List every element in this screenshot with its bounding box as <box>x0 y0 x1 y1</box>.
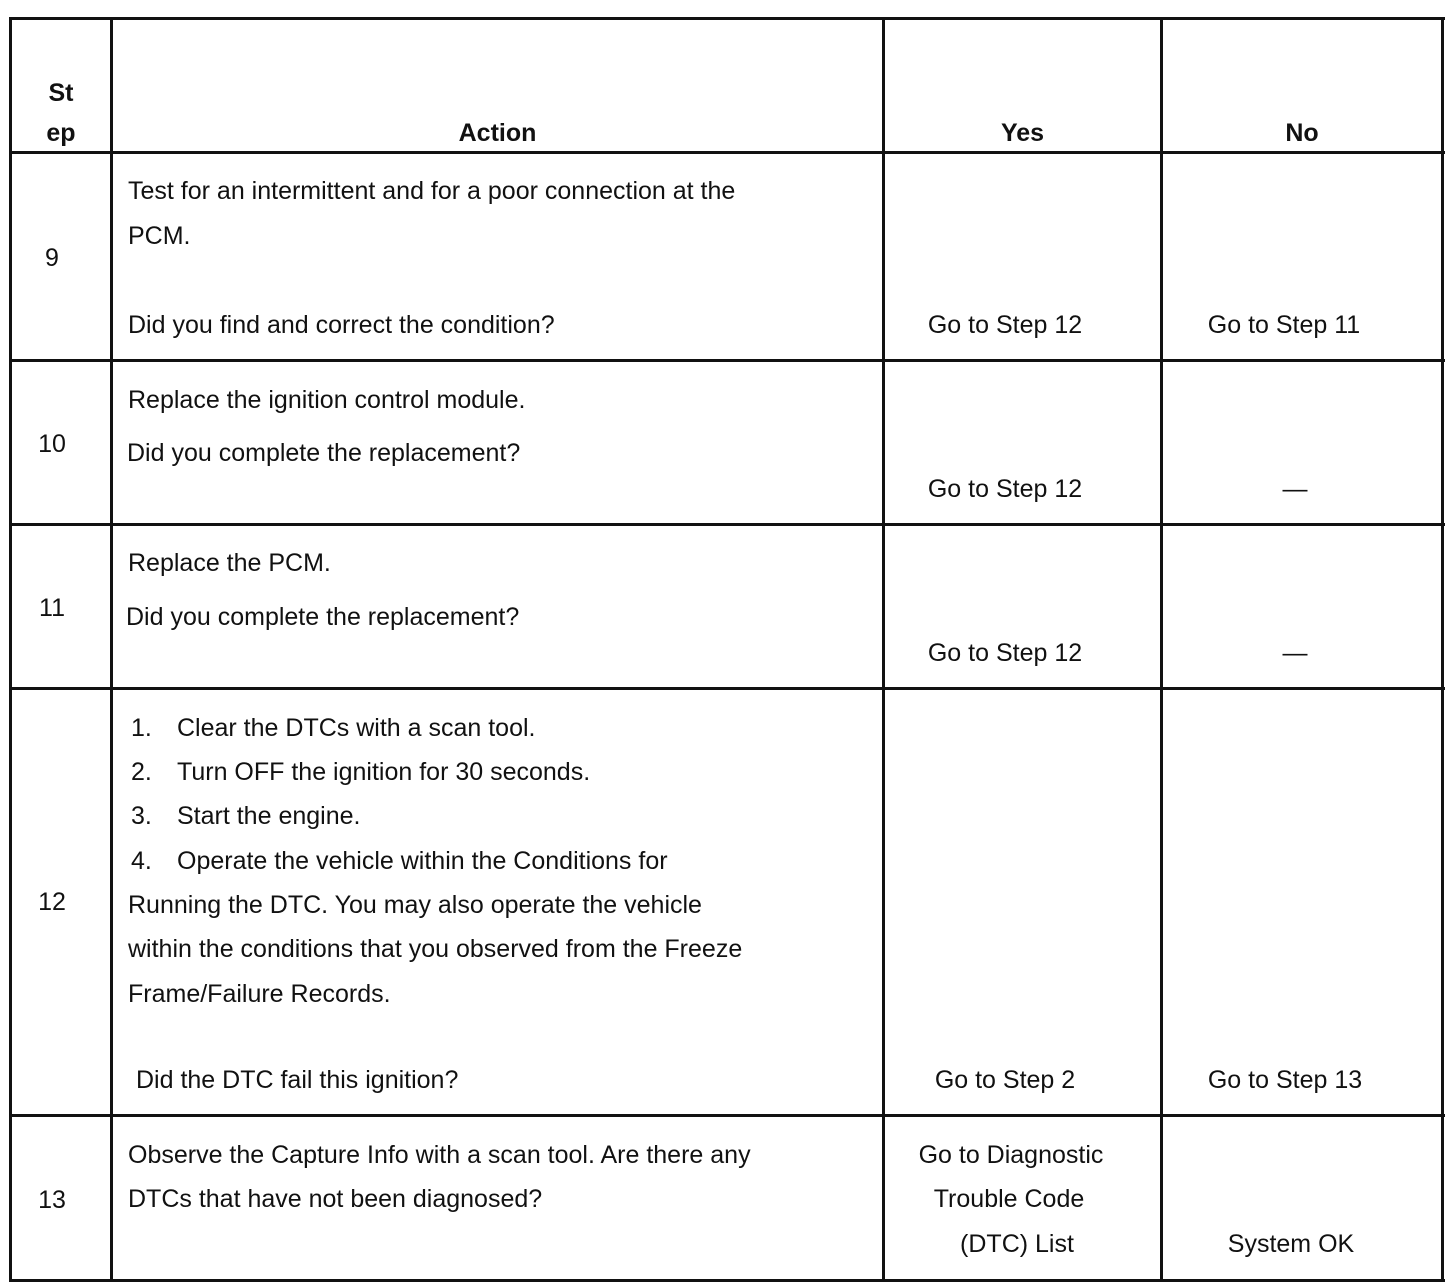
action-text: Test for an intermittent and for a poor connection at the <box>128 177 736 205</box>
step-number: 13 <box>38 1186 66 1214</box>
no-result: Go to Step 13 <box>1207 1066 1363 1094</box>
column-divider <box>9 17 12 1282</box>
yes-result: Go to Diagnostic <box>918 1141 1104 1169</box>
list-item-number: 4. <box>131 847 152 875</box>
row-divider <box>9 1114 1445 1117</box>
list-item-text: Start the engine. <box>177 802 361 830</box>
list-item-text: Clear the DTCs with a scan tool. <box>177 714 536 742</box>
no-result: — <box>1282 639 1308 667</box>
header-no: No <box>1285 119 1319 147</box>
no-result: — <box>1282 475 1308 503</box>
action-question: Did you complete the replacement? <box>126 603 520 631</box>
step-number: 9 <box>45 244 59 272</box>
yes-result: Trouble Code <box>933 1185 1085 1213</box>
yes-result: Go to Step 12 <box>927 311 1083 339</box>
action-text: Replace the PCM. <box>128 549 331 577</box>
action-question: Did you find and correct the condition? <box>128 311 555 339</box>
row-divider <box>9 17 1445 20</box>
header-step: St <box>48 79 74 107</box>
header-step: ep <box>46 119 76 147</box>
row-divider <box>9 523 1445 526</box>
yes-result: Go to Step 12 <box>927 639 1083 667</box>
row-divider <box>9 1279 1445 1282</box>
column-divider <box>110 17 113 1282</box>
list-item-number: 2. <box>131 758 152 786</box>
no-result: Go to Step 11 <box>1207 311 1361 339</box>
action-question: Did you complete the replacement? <box>127 439 521 467</box>
header-yes: Yes <box>1000 119 1045 147</box>
step-number: 11 <box>39 594 65 622</box>
row-divider <box>9 687 1445 690</box>
action-text: PCM. <box>128 222 191 250</box>
action-text: Frame/Failure Records. <box>128 980 391 1008</box>
yes-result: Go to Step 2 <box>934 1066 1076 1094</box>
action-text: Replace the ignition control module. <box>128 386 526 414</box>
list-item-text: Operate the vehicle within the Conditions for <box>177 847 668 875</box>
header-action: Action <box>458 119 537 147</box>
list-item-text: Turn OFF the ignition for 30 seconds. <box>177 758 591 786</box>
action-question: Did the DTC fail this ignition? <box>136 1066 459 1094</box>
action-text: Observe the Capture Info with a scan tool. Are there any <box>128 1141 751 1169</box>
row-divider <box>9 151 1445 154</box>
row-divider <box>9 359 1445 362</box>
step-number: 12 <box>38 888 66 916</box>
action-text: Running the DTC. You may also operate the vehicle <box>128 891 702 919</box>
column-divider <box>1441 17 1444 1282</box>
yes-result: Go to Step 12 <box>927 475 1083 503</box>
list-item-number: 3. <box>131 802 152 830</box>
action-text: within the conditions that you observed from the Freeze <box>128 935 743 963</box>
action-text: DTCs that have not been diagnosed? <box>128 1185 543 1213</box>
step-number: 10 <box>38 430 66 458</box>
no-result: System OK <box>1227 1230 1355 1258</box>
list-item-number: 1. <box>131 714 152 742</box>
yes-result: (DTC) List <box>960 1230 1074 1258</box>
